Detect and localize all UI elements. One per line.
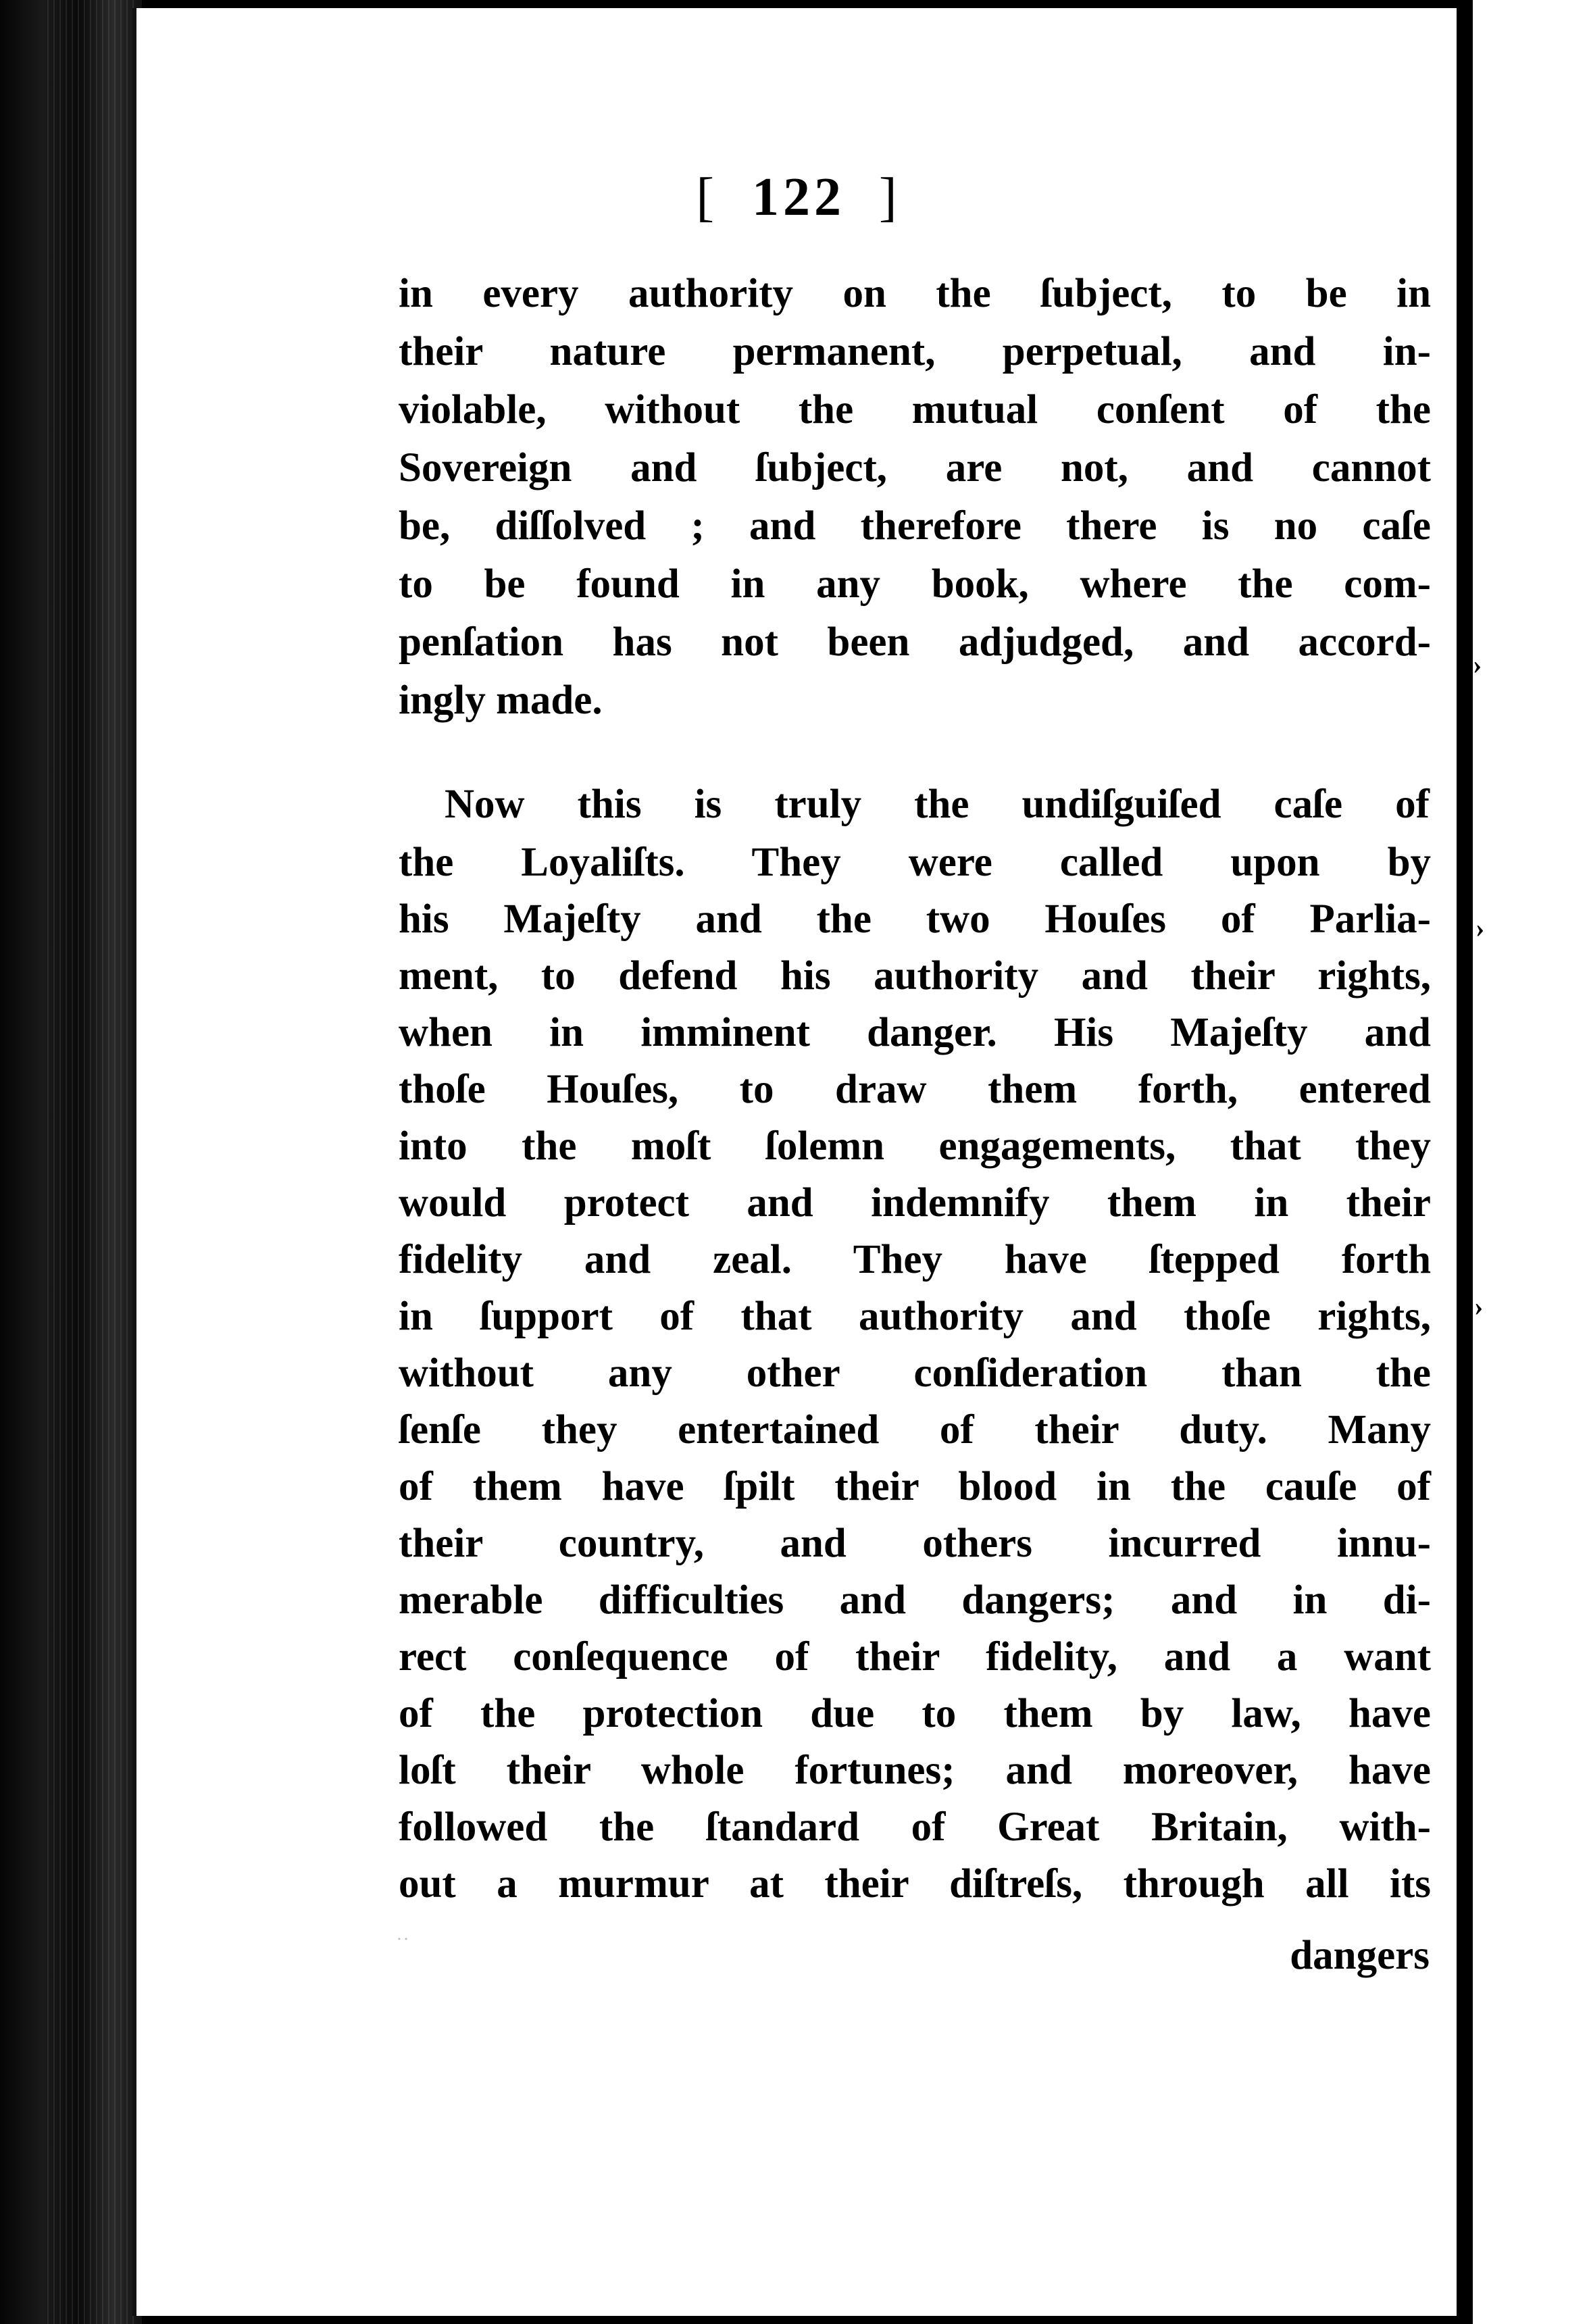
bleed-mark: › xyxy=(1476,913,1485,943)
paragraph1-line: ingly made. xyxy=(399,678,603,723)
page-edge-right xyxy=(1457,0,1473,2324)
paragraph2-line: of them have ſpilt their blood in the cauſe of xyxy=(399,1464,1431,1509)
paragraph2-line: ſenſe they entertained of their duty. Many xyxy=(399,1407,1431,1452)
facing-page-sliver xyxy=(1473,0,1589,2324)
paragraph2-line: followed the ſtandard of Great Britain, with- xyxy=(399,1804,1431,1850)
paragraph2-line: in ſupport of that authority and thoſe rights, xyxy=(399,1294,1431,1339)
paragraph2-line: their country, and others incurred innu- xyxy=(399,1521,1431,1566)
paragraph2-line: ment, to defend his authority and their rights, xyxy=(399,953,1431,999)
paragraph1-line: in every authority on the ſubject, to be in xyxy=(399,271,1431,316)
paragraph2-line: loſt their whole fortunes; and moreover, have xyxy=(399,1748,1431,1793)
header-bracket-right: ] xyxy=(879,168,901,227)
paragraph2-line: fidelity and zeal. They have ſtepped forth xyxy=(399,1237,1431,1282)
paragraph2-line: the Loyaliſts. They were called upon by xyxy=(399,840,1431,885)
page-number: 122 xyxy=(752,168,845,227)
paragraph2-line: merable difficulties and dangers; and in di- xyxy=(399,1577,1431,1623)
bleed-through-mark: ˙˙ xyxy=(396,1934,409,1956)
paragraph2-line: out a murmur at their diſtreſs, through all its xyxy=(399,1861,1431,1906)
paragraph1-line: violable, without the mutual conſent of the xyxy=(399,387,1431,432)
paragraph2-line: into the moſt ſolemn engagements, that they xyxy=(399,1123,1431,1169)
paragraph2-line: of the protection due to them by law, have xyxy=(399,1691,1431,1736)
header-bracket-left: [ xyxy=(696,168,718,227)
paragraph1-line: Sovereign and ſubject, are not, and cannot xyxy=(399,445,1431,490)
paragraph2-line: when in imminent danger. His Majeſty and xyxy=(399,1010,1431,1055)
paragraph1-line: their nature permanent, perpetual, and in- xyxy=(399,329,1431,374)
paragraph1-line: to be found in any book, where the com- xyxy=(399,561,1431,607)
paragraph2-line: without any other conſideration than the xyxy=(399,1350,1431,1396)
paragraph2-line: thoſe Houſes, to draw them forth, entered xyxy=(399,1067,1431,1112)
gutter-page-edges xyxy=(47,0,135,2324)
paragraph2-line: Now this is truly the undiſguiſed caſe of xyxy=(445,782,1430,827)
paragraph1-line: be, diſſolved ; and therefore there is no caſe xyxy=(399,503,1431,549)
paragraph1-line: penſation has not been adjudged, and accord- xyxy=(399,620,1431,665)
book-page xyxy=(132,8,1461,2316)
paragraph2-line: would protect and indemnify them in their xyxy=(399,1180,1431,1226)
paragraph2-line: rect conſequence of their fidelity, and a want xyxy=(399,1634,1431,1679)
bleed-mark: › xyxy=(1473,649,1482,680)
catchword: dangers xyxy=(1290,1933,1430,1978)
bleed-mark: › xyxy=(1474,1291,1484,1321)
page-header xyxy=(136,167,1461,228)
paragraph2-line: his Majeſty and the two Houſes of Parlia- xyxy=(399,896,1431,942)
